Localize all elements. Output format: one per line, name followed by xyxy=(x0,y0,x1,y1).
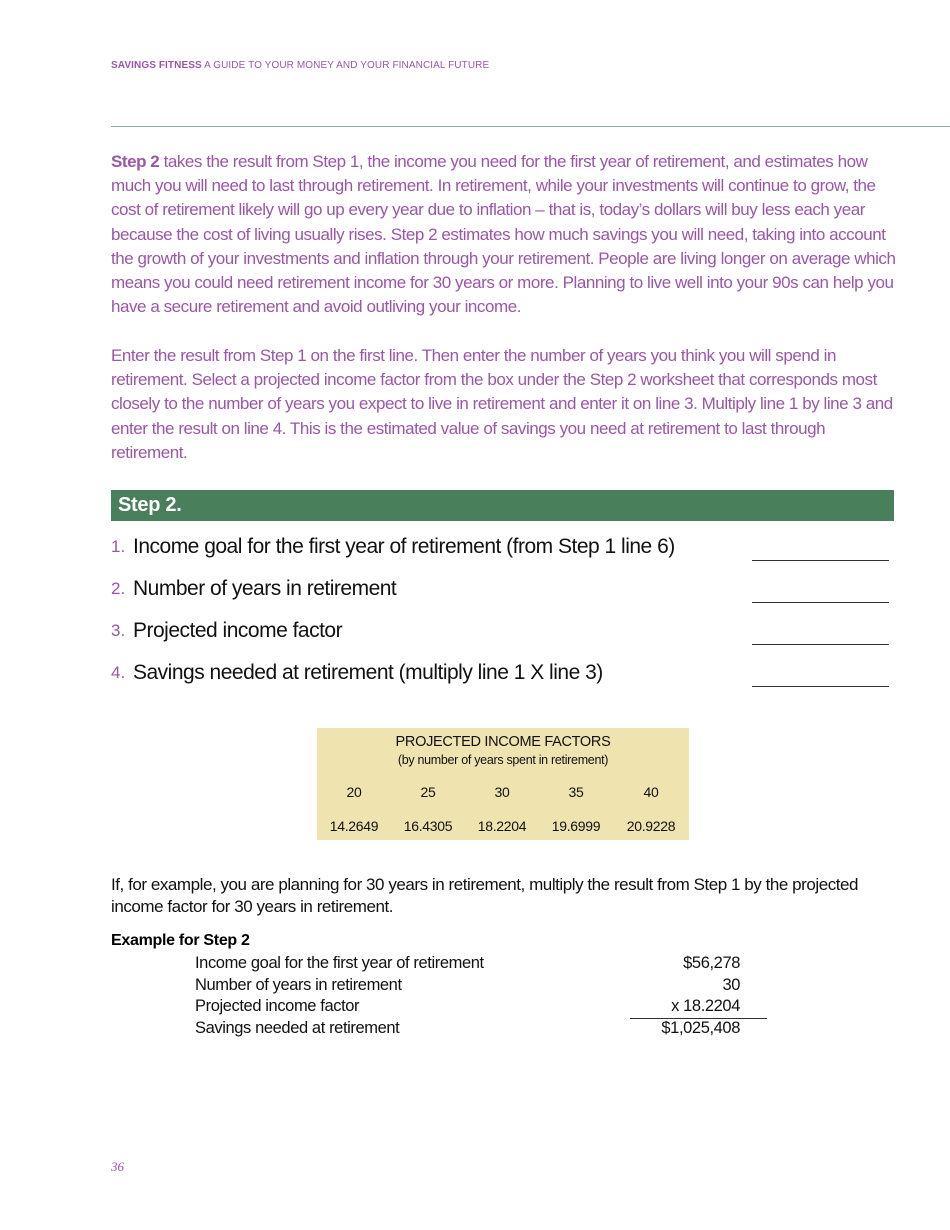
line-4-blank[interactable] xyxy=(752,686,889,687)
factor-years: 25 xyxy=(420,784,436,800)
line-label: Projected income factor xyxy=(133,619,343,642)
line-number: 3. xyxy=(111,621,126,640)
factor-value: 19.6999 xyxy=(551,818,601,834)
example-intro-paragraph: If, for example, you are planning for 30 years in retirement, multiply the result from Step 1 by the projected income factor for 30 years in retirement. xyxy=(111,875,859,916)
factor-years: 30 xyxy=(494,784,510,800)
factors-subtitle: (by number of years spent in retirement) xyxy=(397,753,609,767)
example-row xyxy=(195,997,740,1019)
factor-years: 40 xyxy=(643,784,659,800)
factor-value: 20.9228 xyxy=(626,818,676,834)
example-title: Example for Step 2 xyxy=(111,932,250,949)
header-brand: SAVINGS FITNESS xyxy=(111,60,202,71)
example-value: x 18.2204 xyxy=(671,997,740,1015)
example-value: 30 xyxy=(722,976,740,994)
factors-title: PROJECTED INCOME FACTORS xyxy=(395,734,611,750)
example-row xyxy=(195,1019,740,1041)
worksheet-line-1 xyxy=(111,531,891,561)
example-row xyxy=(195,954,740,976)
example-label: Income goal for the first year of retirement xyxy=(195,954,484,972)
intro-lead: Step 2 xyxy=(111,152,160,171)
line-2-blank[interactable] xyxy=(752,602,889,603)
worksheet-line-3 xyxy=(111,615,891,645)
factor-value: 16.4305 xyxy=(403,818,453,834)
example-label: Number of years in retirement xyxy=(195,976,402,994)
instructions-paragraph: Enter the result from Step 1 on the first line. Then enter the number of years you think you will spend in retirement. Select a projected income factor from the box under the Step 2 worksheet that corresponds most closely to the number of years you expect to live in retirement and enter it on line 3. Multiply line 1 by line 3 and enter the result on line 4. This is the estimated value of savings you need at retirement to last through retirement. xyxy=(111,346,893,462)
line-number: 1. xyxy=(111,537,126,556)
factor-years: 20 xyxy=(346,784,362,800)
factor-value: 14.2649 xyxy=(329,818,379,834)
line-label: Savings needed at retirement (multiply line 1 X line 3) xyxy=(133,661,603,684)
worksheet-title-bar: Step 2. xyxy=(111,490,894,521)
page-number: 36 xyxy=(111,1159,124,1174)
worksheet-line-4 xyxy=(111,657,891,687)
line-1-blank[interactable] xyxy=(752,560,889,561)
factor-years: 35 xyxy=(568,784,584,800)
example-label: Savings needed at retirement xyxy=(195,1019,400,1037)
intro-text: takes the result from Step 1, the income you need for the first year of retirement, and estimates how much you will need to last through retirement. In retirement, while your investments will continue to grow, the cost of retirement likely will go up every year due to inflation – that is, today’s dollars will buy less each year because the cost of living usually rises. Step 2 estimates how much savings you will need, taking into account the growth of your investments and inflation through your retirement. People are living longer on average which means you could need retirement income for 30 years or more. Planning to live well into your 90s can help you have a secure retirement and avoid outliving your income. xyxy=(111,152,896,317)
worksheet-line-2 xyxy=(111,573,891,603)
header-divider xyxy=(111,126,950,127)
example-value: $56,278 xyxy=(683,954,740,972)
line-label: Income goal for the first year of retirement (from Step 1 line 6) xyxy=(133,535,675,558)
example-row xyxy=(195,976,740,998)
header-subtitle: A GUIDE TO YOUR MONEY AND YOUR FINANCIAL FUTURE xyxy=(201,60,490,71)
intro-paragraph xyxy=(111,150,901,319)
line-label: Number of years in retirement xyxy=(133,577,397,600)
example-label: Projected income factor xyxy=(195,997,360,1015)
line-number: 2. xyxy=(111,579,126,598)
projected-income-factors-box xyxy=(317,728,689,840)
running-header xyxy=(111,60,489,71)
example-value: $1,025,408 xyxy=(661,1019,740,1037)
line-number: 4. xyxy=(111,663,126,682)
line-3-blank[interactable] xyxy=(752,644,889,645)
factor-value: 18.2204 xyxy=(477,818,527,834)
